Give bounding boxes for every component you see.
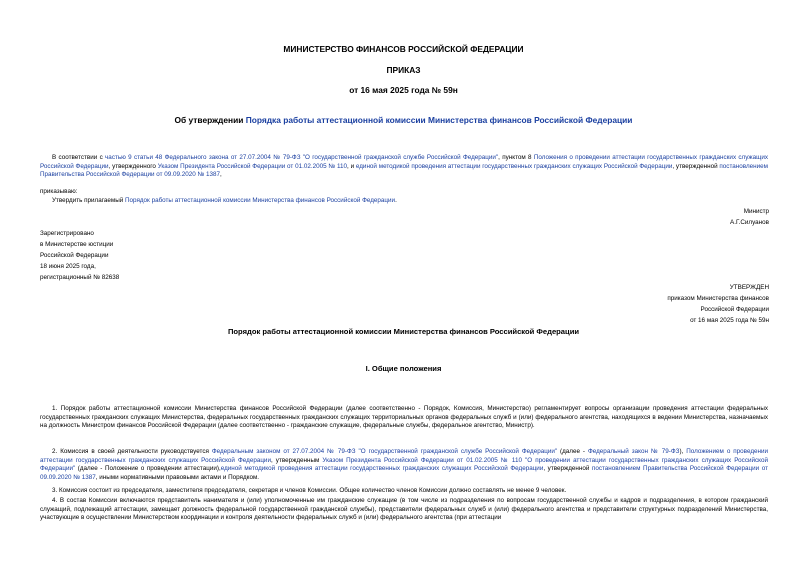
procedure-link[interactable]: Порядок работы аттестационной комиссии Министерства финансов Российской Федерации	[125, 197, 396, 204]
approve-text: Утвердить прилагаемый	[52, 197, 126, 204]
registration-line: Российской Федерации	[40, 252, 109, 259]
paragraph-1: 1. Порядок работы аттестационной комиссии Министерства финансов Российской Федерации (далее соответственно - Порядок, Комиссия, Министерство) регламентирует вопросы организации проведения аттестации федеральных государственных гражданских служащих Министерства, федеральных государственных гражданских служащих территориальных органов федеральных служб и (или) федерального агентства, находящихся в ведении Министерства, назначаемых на должность Министром финансов Российской Федерации (далее соответственно - гражданские служащие, федеральные службы, федеральное агентство, Министр).	[40, 405, 768, 430]
approved-label: УТВЕРЖДЕН	[729, 284, 769, 291]
signer-position: Министр	[743, 208, 769, 215]
paragraph-text: ),	[679, 448, 687, 455]
unified-method-link[interactable]: единой методикой проведения аттестации государственных гражданских служащих Российской Федерации	[220, 465, 544, 473]
preamble-text: , пунктом 8	[498, 154, 534, 161]
approved-date: от 16 мая 2025 года № 59н	[690, 317, 769, 324]
preamble-text: В соответствии с	[52, 154, 106, 161]
approve-text: .	[395, 197, 397, 204]
unified-method-link[interactable]: единой методикой проведения аттестации государственных гражданских служащих Российской Федерации	[355, 162, 673, 170]
law-79fz-link[interactable]: Федеральным законом от 27.07.2004 № 79-ФЗ "О государственной гражданской службе Российской Федерации"	[211, 448, 558, 455]
preamble-text: , утвержденного	[108, 162, 158, 170]
paragraph-4: 4. В состав Комиссии включаются представитель нанимателя и (или) уполномоченные им гражданские служащие (в том числе из подразделения по вопросам государственной службы и кадров и подразделения, в котором гражданский служащий, подлежащий аттестации, замещает должность федеральной государственной гражданской службы), представители федеральных служб и (или) федерального агентства и представители структурных подразделений Министерства, участвующие в осуществлении Министерством координации и контроля деятельности федеральных служб и (или) федерального агентства (при аттестации	[40, 497, 768, 522]
government-resolution-link[interactable]: постановлением Правительства Российской Федерации от 09.09.2020 № 1387	[40, 162, 768, 179]
preamble-paragraph	[40, 154, 768, 180]
registration-line: Зарегистрировано	[40, 230, 94, 237]
registration-line: в Министерстве юстиции	[40, 241, 114, 248]
presidential-decree-link[interactable]: Указом Президента Российской Федерации от 01.02.2005 № 110 "О проведении аттестации государственных гражданских служащих Российской Федерации"	[40, 456, 768, 473]
order-date: от 16 мая 2025 года № 59н	[349, 85, 458, 95]
paragraph-text: , утвержденной	[543, 465, 592, 473]
law-79fz-link[interactable]: частью 9 статьи 48 Федерального закона от 27.07.2004 № 79-ФЗ "О государственной гражданской службе Российской Федерации"	[105, 154, 499, 161]
paragraph-3: 3. Комиссия состоит из председателя, заместителя председателя, секретаря и членов Комиссии. Общее количество членов Комиссии должно составлять не менее 9 человек.	[52, 487, 567, 494]
paragraph-text: , иными нормативными правовыми актами и Порядком.	[95, 473, 260, 481]
approved-line: Российской Федерации	[700, 306, 769, 313]
paragraph-text: 2. Комиссия в своей деятельности руководствуется	[52, 448, 212, 455]
attestation-regulation-link[interactable]: Положением о проведении аттестации государственных гражданских служащих Российской Федерации	[40, 448, 769, 464]
order-title-prefix: Об утверждении	[174, 115, 246, 125]
approve-paragraph	[52, 197, 397, 206]
signer-name: А.Г.Силуанов	[730, 219, 769, 226]
government-resolution-link[interactable]: постановлением Правительства Российской Федерации от 09.09.2020 № 1387	[40, 465, 768, 481]
section-heading: I. Общие положения	[365, 364, 442, 373]
attestation-regulation-link[interactable]: Положения о проведении аттестации государственных гражданских служащих Российской Федерации	[40, 154, 768, 170]
presidential-decree-link[interactable]: Указом Президента Российской Федерации от 01.02.2005 № 110	[157, 162, 348, 170]
registration-date: 18 июня 2025 года,	[40, 263, 96, 270]
paragraph-text: (далее -	[557, 448, 588, 455]
order-title-link[interactable]: Порядка работы аттестационной комиссии Министерства финансов Российской Федерации	[245, 115, 633, 125]
order-title	[40, 116, 767, 125]
order-type: ПРИКАЗ	[386, 65, 421, 75]
approved-line: приказом Министерства финансов	[667, 295, 769, 302]
preamble-text: ,	[220, 171, 222, 179]
preamble-text: , и	[347, 162, 356, 170]
procedure-title: Порядок работы аттестационной комиссии Министерства финансов Российской Федерации	[227, 327, 580, 336]
preamble-text: , утвержденной	[672, 162, 720, 170]
registration-number: регистрационный № 82638	[40, 274, 120, 281]
paragraph-text: , утвержденным	[270, 456, 323, 464]
law-79fz-short-link[interactable]: Федеральный закон № 79-ФЗ	[587, 448, 680, 455]
orders-word: приказываю:	[40, 188, 78, 195]
paragraph-2	[40, 448, 768, 482]
ministry-name: МИНИСТЕРСТВО ФИНАНСОВ РОССИЙСКОЙ ФЕДЕРАЦИИ	[283, 44, 524, 54]
paragraph-text: (далее - Положение о проведении аттестации),	[75, 465, 221, 473]
